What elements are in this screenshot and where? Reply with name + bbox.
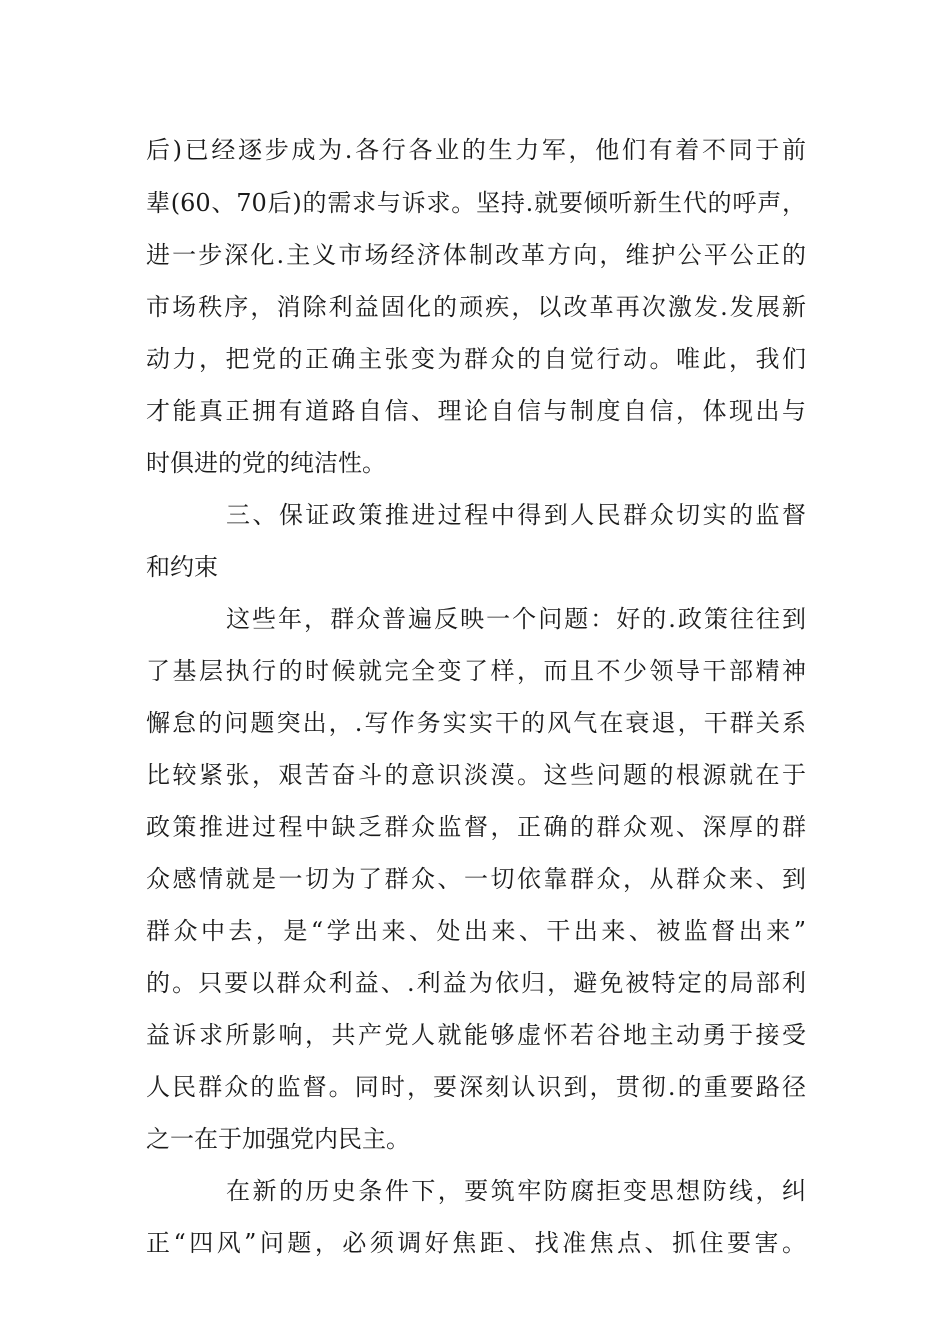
text-line: 众感情就是一切为了群众、一切依靠群众，从群众来、到 [146,865,806,893]
text-line: 之一在于加强党内民主。 [146,1125,410,1153]
text-line: 在新的历史条件下，要筑牢防腐拒变思想防线，纠 [226,1177,806,1205]
text-line: 动力，把党的正确主张变为群众的自觉行动。唯此，我们 [146,345,806,373]
text-line: 益诉求所影响，共产党人就能够虚怀若谷地主动勇于接受 [146,1021,806,1049]
text-line: 懈怠的问题突出，.写作务实实干的风气在衰退，干群关系 [146,709,806,737]
text-line: 才能真正拥有道路自信、理论自信与制度自信，体现出与 [146,397,806,425]
text-line: 人民群众的监督。同时，要深刻认识到，贯彻.的重要路径 [146,1073,806,1101]
text-line: 了基层执行的时候就完全变了样，而且不少领导干部精神 [146,657,806,685]
text-line: 时俱进的党的纯洁性。 [146,449,386,477]
text-line: 正“四风”问题，必须调好焦距、找准焦点、抓住要害。 [146,1229,806,1257]
text-line: 进一步深化.主义市场经济体制改革方向，维护公平公正的 [146,241,806,269]
section-heading: 三、保证政策推进过程中得到人民群众切实的监督 [226,501,806,529]
text-line: 的。只要以群众利益、.利益为依归，避免被特定的局部利 [146,969,806,997]
text-line: 市场秩序，消除利益固化的顽疾，以改革再次激发.发展新 [146,293,806,321]
text-line: 政策推进过程中缺乏群众监督，正确的群众观、深厚的群 [146,813,806,841]
text-line: 群众中去，是“学出来、处出来、干出来、被监督出来” [146,917,806,945]
text-line: 辈(60、70后)的需求与诉求。坚持.就要倾听新生代的呼声， [146,189,806,217]
section-heading-continued: 和约束 [146,553,218,581]
text-line: 这些年，群众普遍反映一个问题：好的.政策往往到 [226,605,806,633]
text-line: 后)已经逐步成为.各行各业的生力军，他们有着不同于前 [146,136,806,164]
text-line: 比较紧张，艰苦奋斗的意识淡漠。这些问题的根源就在于 [146,761,806,789]
